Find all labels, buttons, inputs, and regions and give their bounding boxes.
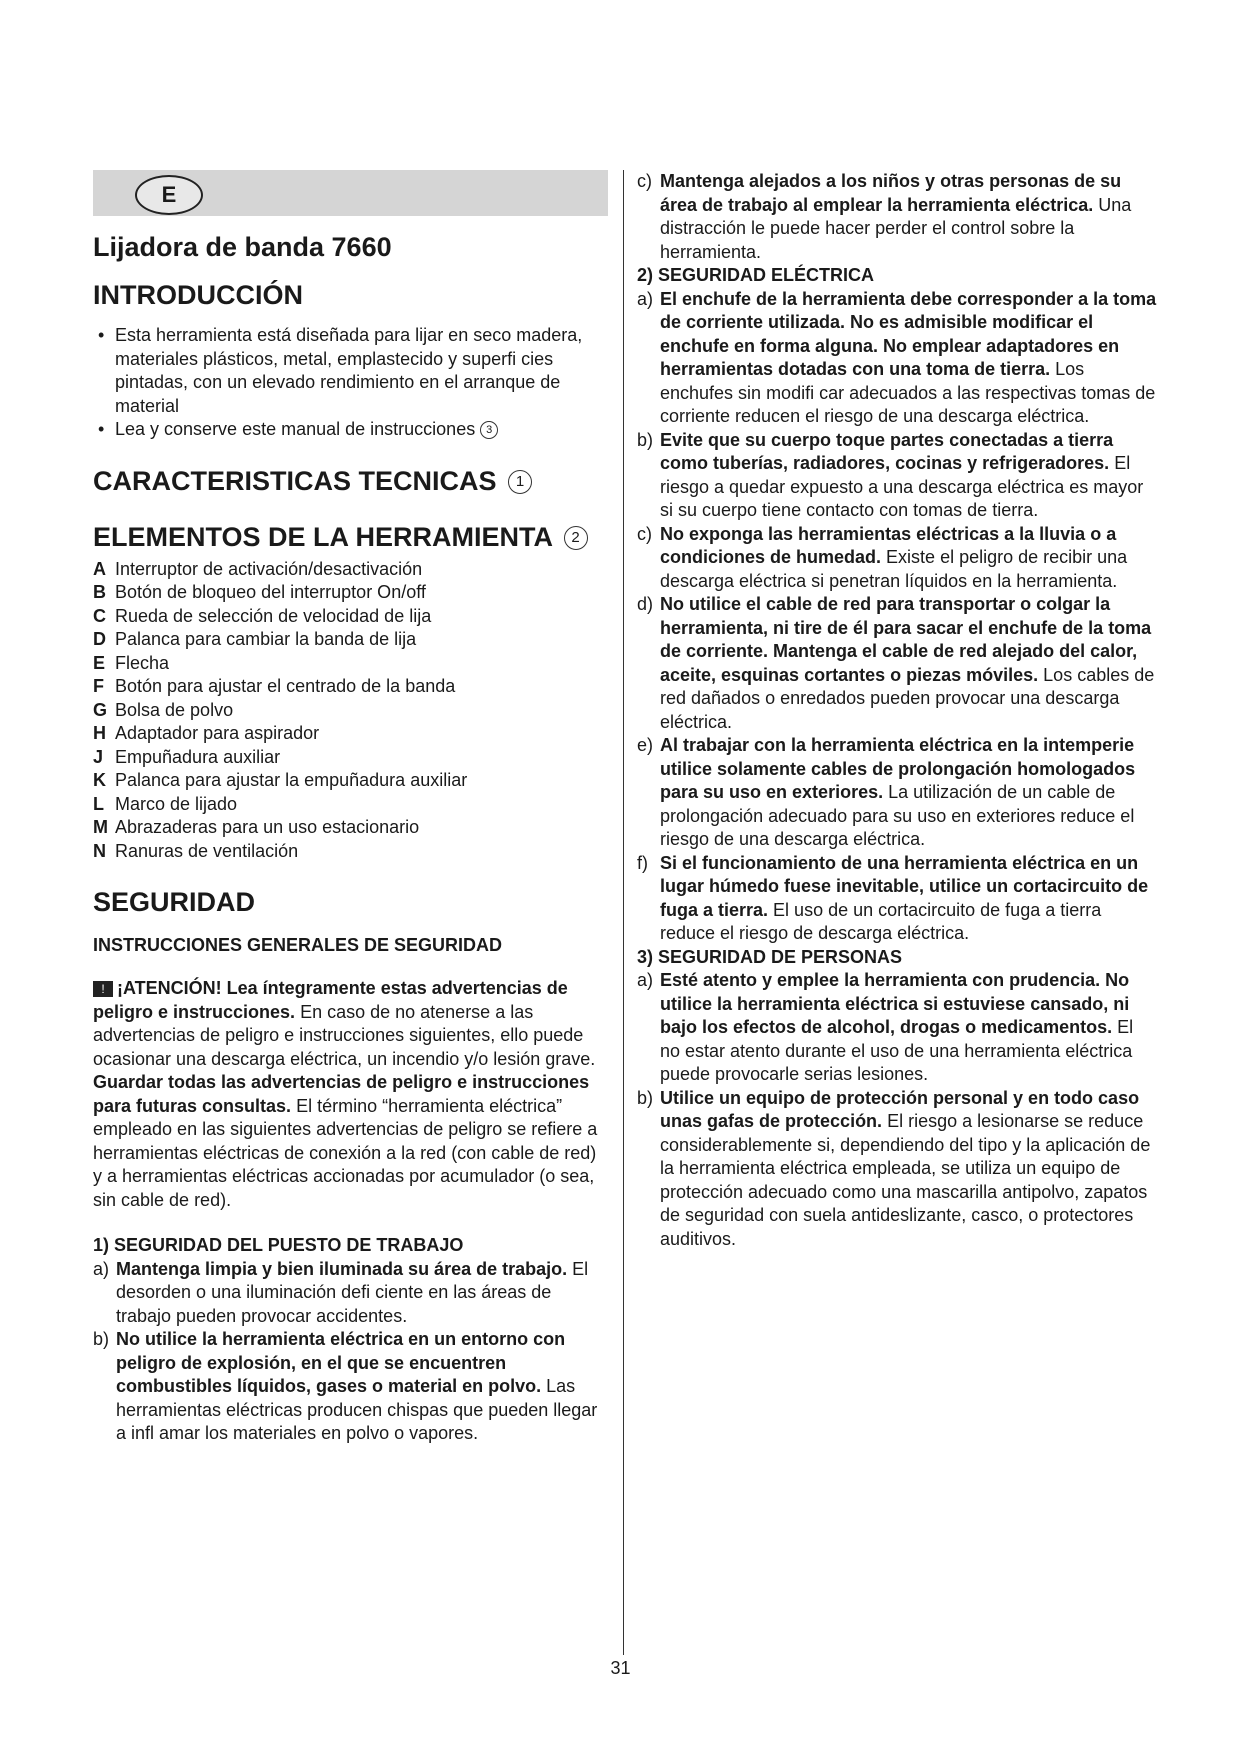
list-item: b) No utilice la herramienta eléctrica en un entorno con peligro de explosión, en el que se encuentren combustibles líquidos, gases o material en polvo. Las herramientas eléctricas producen chispas que pueden llegar a infl amar los materiales en polvo o vapores. <box>93 1329 598 1443</box>
list-item: b) Utilice un equipo de protección personal y en todo caso unas gafas de protección. El riesgo a lesionarse se reduce considerablemente si, dependiendo del tipo y la aplicación de la herramienta eléctrica empleada, se utiliza un equipo de protección adecuado como una mascarilla antipolvo, zapatos de seguridad con suela antideslizante, casco, o protectores auditivos. <box>637 1087 1151 1249</box>
list-item: b) Evite que su cuerpo toque partes conectadas a tierra como tuberías, radiadores, cocinas y refrigeradores. El riesgo a quedar expuesto a una descarga eléctrica es mayor si su cuerpo tiene contacto con tomas de tierra. <box>637 429 1144 520</box>
left-column <box>93 170 608 1446</box>
figure-ref: 1 <box>508 470 532 494</box>
section-1-heading: 1) SEGURIDAD DEL PUESTO DE TRABAJO <box>93 1235 464 1255</box>
list-item: H Adaptador para aspirador <box>93 723 320 743</box>
intro-heading: INTRODUCCIÓN <box>93 280 303 310</box>
list-item: L Marco de lijado <box>93 793 238 814</box>
list-item: f) Si el funcionamiento de una herramienta eléctrica en un lugar húmedo fuese inevitable, utilice un cortacircuito de fuga a tierra. El uso de un cortacircuito de fuga a tierra reduce el riesgo de descarga eléctrica. <box>637 852 1149 943</box>
list-item: • Lea y conserve este manual de instrucciones 3 <box>93 418 608 442</box>
elements-heading: ELEMENTOS DE LA HERRAMIENTA 2 <box>93 520 608 554</box>
right-column <box>637 170 1157 1251</box>
list-item: a) Esté atento y emplee la herramienta con prudencia. No utilice la herramienta eléctrica si estuviese cansado, ni bajo los efectos de alcohol, drogas o medicamentos. El no estar atento durante el uso de una herramienta eléctrica puede provocarle serias lesiones. <box>637 970 1134 1084</box>
list-item: B Botón de bloqueo del interruptor On/off <box>93 582 426 602</box>
list-item: C Rueda de selección de velocidad de lija <box>93 605 432 626</box>
figure-ref: 2 <box>564 526 588 550</box>
safety-heading: SEGURIDAD <box>93 887 256 917</box>
list-item: D Palanca para cambiar la banda de lija <box>93 629 417 649</box>
intro-list <box>93 324 608 442</box>
list-item: A Interruptor de activación/desactivación <box>93 558 423 579</box>
page-number: 31 <box>610 1658 631 1678</box>
tech-heading: CARACTERISTICAS TECNICAS 1 <box>93 464 608 498</box>
warning-icon: ! <box>93 981 113 997</box>
list-item: d) No utilice el cable de red para transportar o colgar la herramienta, ni tire de él para sacar el enchufe de la toma de corriente. Mantenga el cable de red alejado del calor, aceite, esquinas cortantes o piezas móviles. Los cables de red dañados o enredados pueden provocar una descarga eléctrica. <box>637 594 1155 732</box>
list-item: a) El enchufe de la herramienta debe corresponder a la toma de corriente utilizada. No es admisible modificar el enchufe en forma alguna. No emplear adaptadores en herramientas dotadas con una toma de tierra. Los enchufes sin modifi car adecuados a las respectivas tomas de corriente reducen el riesgo de una descarga eléctrica. <box>637 288 1157 426</box>
section-3-heading: 3) SEGURIDAD DE PERSONAS <box>637 946 903 967</box>
warning-paragraph: ! ¡ATENCIÓN! Lea íntegramente estas advertencias de peligro e instrucciones. En caso de no atenerse a las advertencias de peligro e instrucciones siguientes, ello puede ocasionar una descarga eléctrica, un incendio y/o lesión grave. Guardar todas las advertencias de peligro e instrucciones para futuras consultas. El término “herramienta eléctrica” empleado en las siguientes advertencias de peligro se refiere a herramientas eléctricas de conexión a la red (con cable de red) y a herramientas eléctricas accionadas por acumulador (o sea, sin cable de red). <box>93 978 598 1210</box>
list-item: N Ranuras de ventilación <box>93 840 299 861</box>
figure-ref: 3 <box>480 421 498 439</box>
list-item: G Bolsa de polvo <box>93 699 234 720</box>
column-divider <box>623 170 624 1655</box>
document-title: Lijadora de banda 7660 <box>93 232 392 262</box>
list-item: F Botón para ajustar el centrado de la banda <box>93 676 456 696</box>
list-item: e) Al trabajar con la herramienta eléctrica en la intemperie utilice solamente cables de prolongación homologados para su uso en exteriores. La utilización de un cable de prolongación adecuado para su uso en exteriores reduce el riesgo de una descarga eléctrica. <box>637 735 1136 849</box>
list-item: E Flecha <box>93 652 170 673</box>
list-item: M Abrazaderas para un uso estacionario <box>93 817 420 837</box>
list-item: K Palanca para ajustar la empuñadura auxiliar <box>93 770 468 790</box>
list-item: • Esta herramienta está diseñada para lijar en seco madera, materiales plásticos, metal, emplastecido y superfi cies pintadas, con un elevado rendimiento en el arranque de material <box>98 325 583 416</box>
list-item: c) Mantenga alejados a los niños y otras personas de su área de trabajo al emplear la herramienta eléctrica. Una distracción le puede hacer perder el control sobre la herramienta. <box>637 171 1132 262</box>
safety-subheading: INSTRUCCIONES GENERALES DE SEGURIDAD <box>93 935 503 955</box>
list-item: a) Mantenga limpia y bien iluminada su área de trabajo. El desorden o una iluminación defi ciente en las áreas de trabajo pueden provocar accidentes. <box>93 1258 589 1326</box>
list-item: J Empuñadura auxiliar <box>93 746 281 767</box>
language-bar <box>93 170 608 216</box>
section-2-heading: 2) SEGURIDAD ELÉCTRICA <box>637 265 875 285</box>
list-item: c) No exponga las herramientas eléctricas a la lluvia o a condiciones de humedad. Existe el peligro de recibir una descarga eléctrica si penetran líquidos en la herramienta. <box>637 523 1128 591</box>
language-badge: E <box>135 175 203 215</box>
parts-list <box>93 558 608 864</box>
